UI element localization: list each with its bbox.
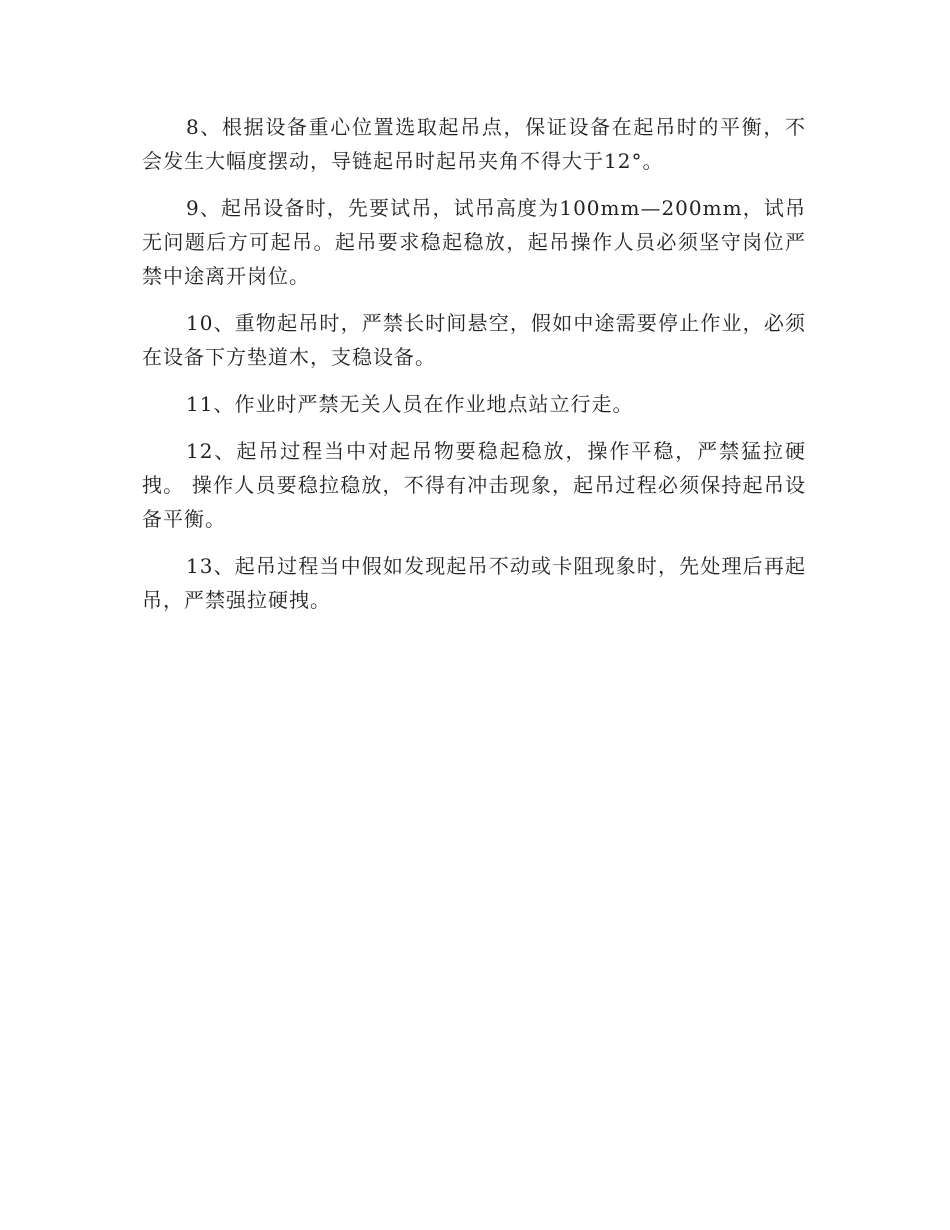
document-body — [142, 110, 806, 630]
paragraph-item-9: 9、起吊设备时，先要试吊，试吊高度为100mm—200mm，试吊无问题后方可起吊。起吊要求稳起稳放，起吊操作人员必须坚守岗位严禁中途离开岗位。 — [142, 196, 806, 288]
paragraph-item-8: 8、根据设备重心位置选取起吊点，保证设备在起吊时的平衡，不会发生大幅度摆动，导链起吊时起吊夹角不得大于12°。 — [142, 115, 806, 173]
paragraph-item-12: 12、起吊过程当中对起吊物要稳起稳放，操作平稳，严禁猛拉硬拽。 操作人员要稳拉稳放，不得有冲击现象，起吊过程必须保持起吊设备平衡。 — [142, 439, 806, 531]
paragraph-item-13: 13、起吊过程当中假如发现起吊不动或卡阻现象时，先处理后再起吊，严禁强拉硬拽。 — [142, 554, 806, 612]
paragraph-item-10: 10、重物起吊时，严禁长时间悬空，假如中途需要停止作业，必须在设备下方垫道木，支稳设备。 — [142, 311, 806, 369]
paragraph-item-11: 11、作业时严禁无关人员在作业地点站立行走。 — [186, 392, 634, 416]
